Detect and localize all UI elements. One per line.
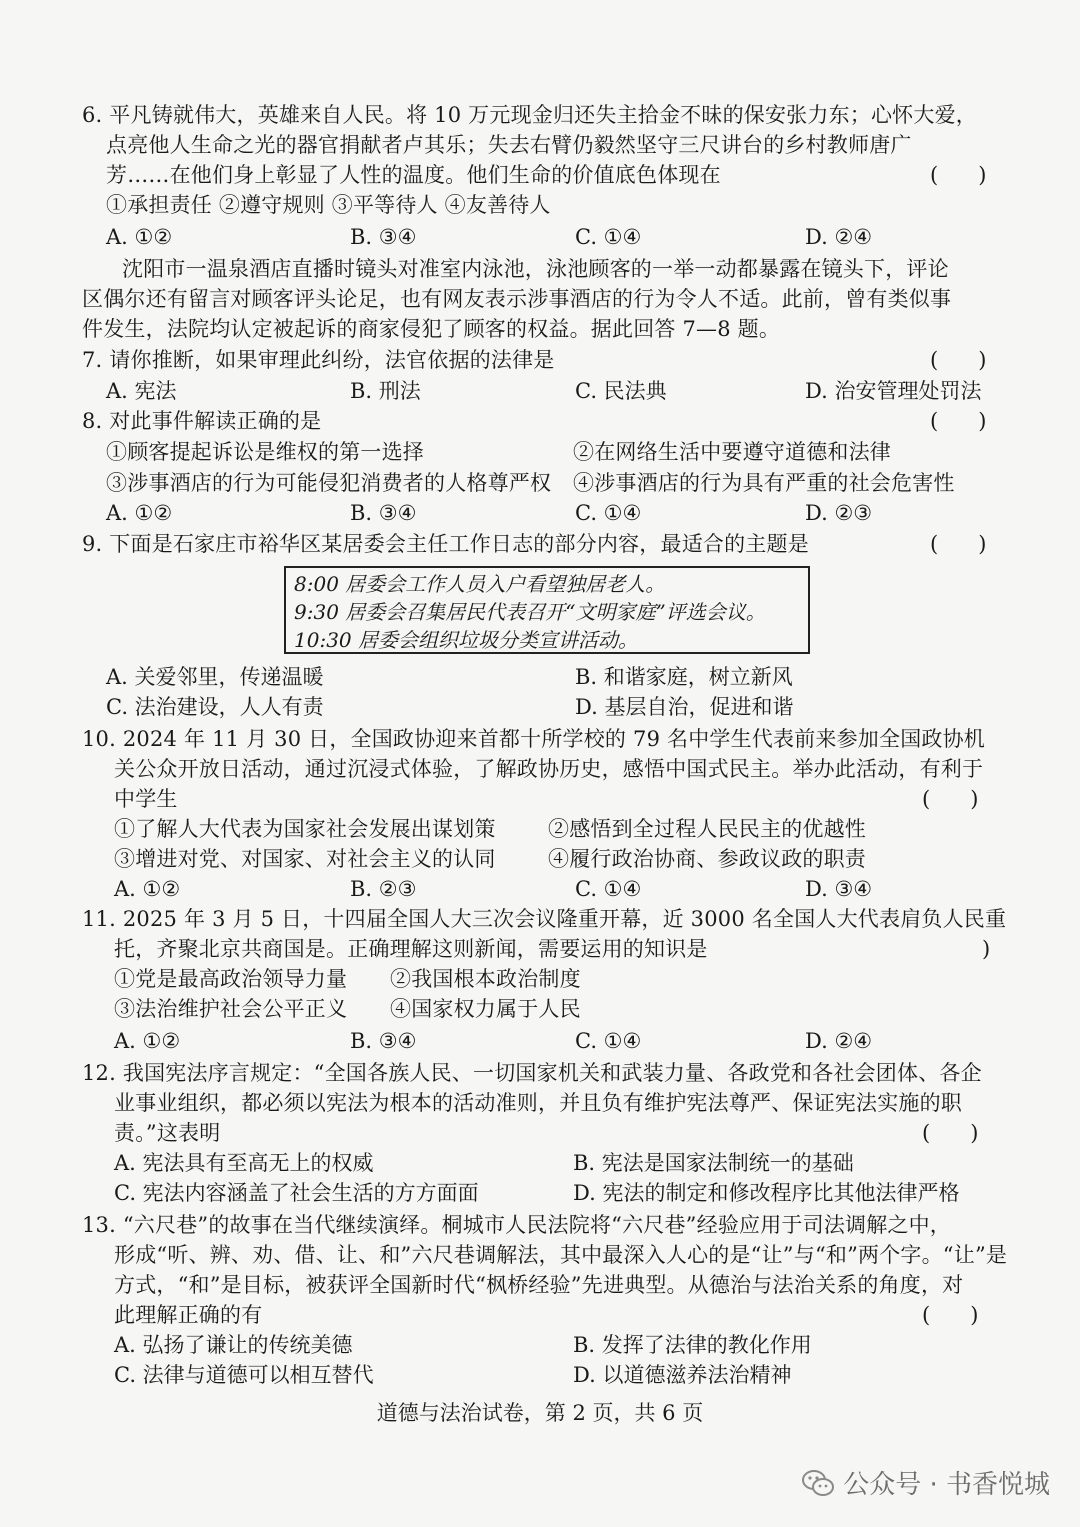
q6-line3: 芳……在他们身上彰显了人性的温度。他们生命的价值底色体现在 bbox=[106, 163, 721, 187]
q6-line1: 6. 平凡铸就伟大，英雄来自人民。将 10 万元现金归还失主拾金不昧的保安张力东；心怀大爱， bbox=[82, 103, 977, 127]
q6-option-b: B. ③④ bbox=[350, 225, 417, 249]
q11-answer-paren: ) bbox=[982, 937, 991, 961]
q7-stem: 7. 请你推断，如果审理此纠纷，法官依据的法律是 bbox=[82, 348, 555, 372]
q10-item-1: ①了解人大代表为国家社会发展出谋划策 bbox=[114, 817, 496, 841]
watermark-text: 公众号 · 书香悦城 bbox=[843, 1470, 1050, 1500]
q8-item-1: ①顾客提起诉讼是维权的第一选择 bbox=[106, 440, 424, 464]
q10-item-3: ③增进对党、对国家、对社会主义的认同 bbox=[114, 847, 496, 871]
q11-option-a: A. ①② bbox=[114, 1029, 181, 1053]
q7-option-b: B. 刑法 bbox=[350, 379, 421, 403]
q8-stem: 8. 对此事件解读正确的是 bbox=[82, 409, 322, 433]
q13-line2: 形成“听、辨、劝、借、让、和”六尺巷调解法，其中最深入人心的是“让”与“和”两个字。“让”是 bbox=[114, 1243, 1008, 1267]
q13-option-c: C. 法律与道德可以相互替代 bbox=[114, 1363, 374, 1387]
q8-option-c: C. ①④ bbox=[575, 501, 642, 525]
q13-answer-paren: ( ) bbox=[922, 1303, 979, 1327]
q6-option-a: A. ①② bbox=[106, 225, 173, 249]
q12-option-b: B. 宪法是国家法制统一的基础 bbox=[573, 1151, 854, 1175]
q12-option-d: D. 宪法的制定和修改程序比其他法律严格 bbox=[573, 1181, 960, 1205]
watermark bbox=[801, 1464, 1050, 1501]
page-footer: 道德与法治试卷，第 2 页，共 6 页 bbox=[376, 1401, 704, 1425]
q9-answer-paren: ( ) bbox=[930, 532, 987, 556]
q10-option-b: B. ②③ bbox=[350, 877, 417, 901]
q13-option-b: B. 发挥了法律的教化作用 bbox=[573, 1333, 812, 1357]
q11-item-3: ③法治维护社会公平正义 bbox=[114, 997, 348, 1021]
q6-option-c: C. ①④ bbox=[575, 225, 642, 249]
q8-option-b: B. ③④ bbox=[350, 501, 417, 525]
q9-option-a: A. 关爱邻里，传递温暖 bbox=[106, 665, 324, 689]
q10-option-d: D. ③④ bbox=[805, 877, 873, 901]
q9-option-c: C. 法治建设，人人有责 bbox=[106, 695, 324, 719]
q11-line2: 托，齐聚北京共商国是。正确理解这则新闻，需要运用的知识是 bbox=[114, 937, 708, 961]
q10-item-4: ④履行政治协商、参政议政的职责 bbox=[548, 847, 866, 871]
q12-answer-paren: ( ) bbox=[922, 1121, 979, 1145]
q7-answer-paren: ( ) bbox=[930, 348, 987, 372]
q11-option-b: B. ③④ bbox=[350, 1029, 417, 1053]
work-log-entry: 10:30 居委会组织垃圾分类宣讲活动。 bbox=[294, 628, 638, 652]
q8-item-4: ④涉事酒店的行为具有严重的社会危害性 bbox=[573, 471, 955, 495]
q9-option-d: D. 基层自治，促进和谐 bbox=[575, 695, 794, 719]
q12-option-c: C. 宪法内容涵盖了社会生活的方方面面 bbox=[114, 1181, 479, 1205]
q12-option-a: A. 宪法具有至高无上的权威 bbox=[114, 1151, 374, 1175]
q9-stem: 9. 下面是石家庄市裕华区某居委会主任工作日志的部分内容，最适合的主题是 bbox=[82, 532, 809, 556]
wechat-icon bbox=[801, 1468, 835, 1498]
q11-item-1: ①党是最高政治领导力量 bbox=[114, 967, 348, 991]
q8-option-a: A. ①② bbox=[106, 501, 173, 525]
q9-option-b: B. 和谐家庭，树立新风 bbox=[575, 665, 793, 689]
q10-item-2: ②感悟到全过程人民民主的优越性 bbox=[548, 817, 866, 841]
q8-option-d: D. ②③ bbox=[805, 501, 873, 525]
q10-answer-paren: ( ) bbox=[922, 787, 979, 811]
q8-answer-paren: ( ) bbox=[930, 409, 987, 433]
q11-option-d: D. ②④ bbox=[805, 1029, 873, 1053]
q13-option-a: A. 弘扬了谦让的传统美德 bbox=[114, 1333, 353, 1357]
q13-option-d: D. 以道德滋养法治精神 bbox=[573, 1363, 792, 1387]
q10-option-a: A. ①② bbox=[114, 877, 181, 901]
q11-item-4: ④国家权力属于人民 bbox=[390, 997, 581, 1021]
material-line2: 区偶尔还有留言对顾客评头论足，也有网友表示涉事酒店的行为令人不适。此前，曾有类似事 bbox=[82, 287, 952, 311]
material-line1: 沈阳市一温泉酒店直播时镜头对准室内泳池，泳池顾客的一举一动都暴露在镜头下，评论 bbox=[122, 257, 949, 281]
q6-items: ①承担责任 ②遵守规则 ③平等待人 ④友善待人 bbox=[106, 193, 551, 217]
q6-answer-paren: ( ) bbox=[930, 163, 987, 187]
q13-line4: 此理解正确的有 bbox=[114, 1303, 263, 1327]
q6-option-d: D. ②④ bbox=[805, 225, 873, 249]
q8-item-3: ③涉事酒店的行为可能侵犯消费者的人格尊严权 bbox=[106, 471, 552, 495]
work-log-entry: 8:00 居委会工作人员入户看望独居老人。 bbox=[294, 572, 666, 596]
q12-line3: 责。”这表明 bbox=[114, 1121, 221, 1145]
material-line3: 件发生，法院均认定被起诉的商家侵犯了顾客的权益。据此回答 7—8 题。 bbox=[82, 317, 781, 341]
q7-option-d: D. 治安管理处罚法 bbox=[805, 379, 982, 403]
q8-item-2: ②在网络生活中要遵守道德和法律 bbox=[573, 440, 891, 464]
q7-option-a: A. 宪法 bbox=[106, 379, 177, 403]
q7-option-c: C. 民法典 bbox=[575, 379, 667, 403]
q10-line2: 关公众开放日活动，通过沉浸式体验，了解政协历史，感悟中国式民主。举办此活动，有利于 bbox=[114, 757, 984, 781]
q13-line3: 方式，“和”是目标，被获评全国新时代“枫桥经验”先进典型。从德治与法治关系的角度，对 bbox=[114, 1273, 964, 1297]
q10-line3: 中学生 bbox=[114, 787, 178, 811]
q10-option-c: C. ①④ bbox=[575, 877, 642, 901]
q11-item-2: ②我国根本政治制度 bbox=[390, 967, 581, 991]
work-log-box bbox=[284, 566, 810, 654]
q11-option-c: C. ①④ bbox=[575, 1029, 642, 1053]
q13-line1: 13. “六尺巷”的故事在当代继续演绎。桐城市人民法院将“六尺巷”经验应用于司法调解之中， bbox=[82, 1213, 952, 1237]
q12-line2: 业事业组织，都必须以宪法为根本的活动准则，并且负有维护宪法尊严、保证宪法实施的职 bbox=[114, 1091, 962, 1115]
q11-line1: 11. 2025 年 3 月 5 日，十四届全国人大三次会议隆重开幕，近 3000 名全国人大代表肩负人民重 bbox=[82, 907, 1007, 931]
q10-line1: 10. 2024 年 11 月 30 日，全国政协迎来首都十所学校的 79 名中学生代表前来参加全国政协机 bbox=[82, 727, 986, 751]
q6-line2: 点亮他人生命之光的器官捐献者卢其乐；失去右臂仍毅然坚守三尺讲台的乡村教师唐广 bbox=[106, 133, 912, 157]
q12-line1: 12. 我国宪法序言规定：“全国各族人民、一切国家机关和武装力量、各政党和各社会团体、各企 bbox=[82, 1061, 982, 1085]
work-log-entry: 9:30 居委会召集居民代表召开“文明家庭”评选会议。 bbox=[294, 600, 766, 624]
